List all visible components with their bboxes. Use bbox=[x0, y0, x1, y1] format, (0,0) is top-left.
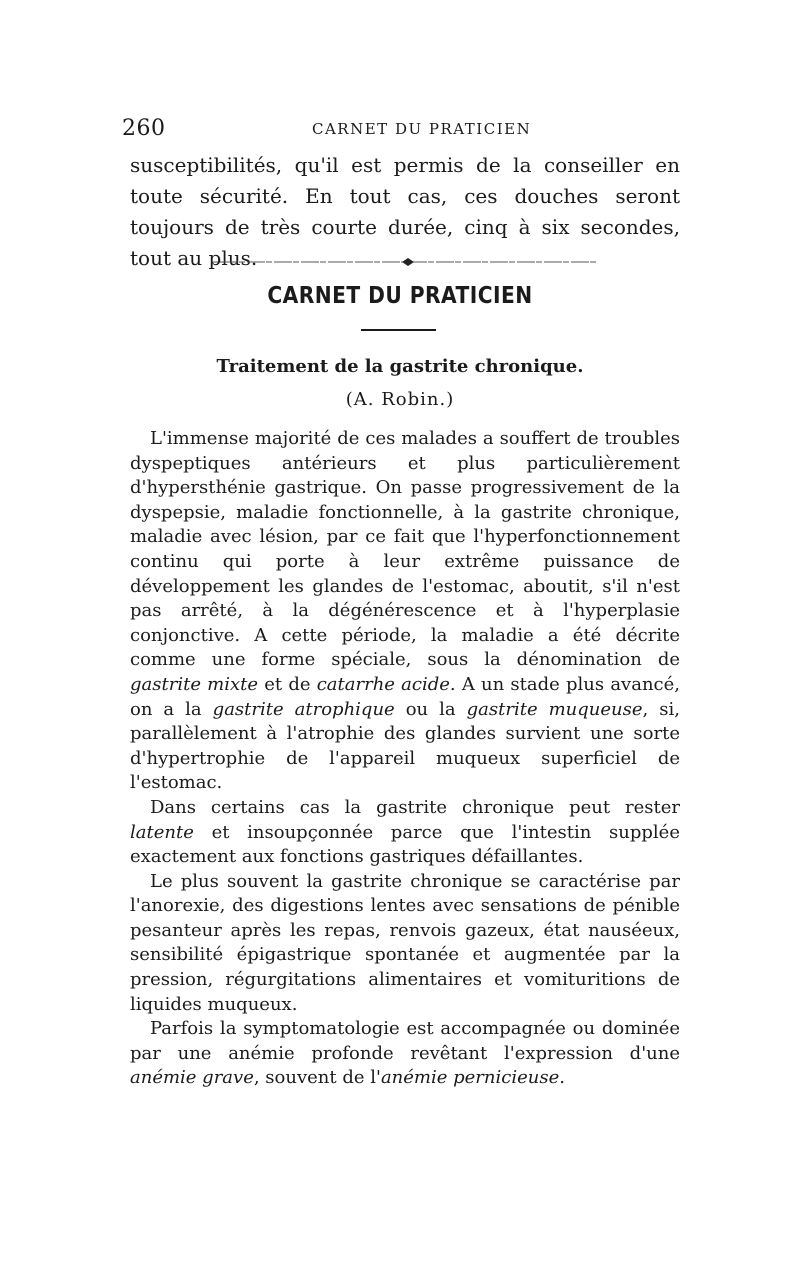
section-title: CARNET DU PRATICIEN bbox=[267, 283, 533, 309]
page-number: 260 bbox=[122, 116, 166, 141]
article-author: (A. Robin.) bbox=[345, 389, 455, 410]
ornament-divider bbox=[212, 257, 597, 267]
title-rule bbox=[361, 329, 436, 331]
article-title: Traitement de la gastrite chronique. bbox=[216, 356, 584, 377]
continued-paragraph: susceptibilités, qu'il est permis de la conseiller en toute sécurité. En tout cas, ces douches seront toujours de très courte durée, cinq à six secondes, tout au plus. bbox=[130, 153, 680, 270]
paragraph: L'immense majorité de ces malades a souffert de troubles dyspeptiques antérieurs et plus particulièrement d'hypersthénie gastrique. On passe progressivement de la dyspepsie, maladie fonctionnelle, à la gastrite chronique, maladie avec lésion, par ce fait que l'hyperfonctionnement continu qui porte à leur extrême puissance de développement les glandes de l'estomac, aboutit, s'il n'est pas arrêté, à la dégénérescence et à l'hyperplasie conjonctive. A cette période, la maladie a été décrite comme une forme spéciale, sous la dénomination de gastrite mixte et de catarrhe acide. A un stade plus avancé, on a la gastrite atrophique ou la gastrite muqueuse, si, parallèlement à l'atrophie des glandes survient une sorte d'hypertrophie de l'appareil muqueux superficiel de l'estomac. bbox=[130, 428, 680, 794]
running-head: CARNET DU PRATICIEN bbox=[312, 120, 532, 138]
ornament-diamond bbox=[402, 258, 414, 266]
paragraph: Dans certains cas la gastrite chronique peut rester latente et insoupçonnée parce que l'intestin supplée exactement aux fonctions gastriques défaillantes. bbox=[130, 796, 680, 868]
article-body bbox=[130, 427, 680, 1091]
paragraph: Le plus souvent la gastrite chronique se caractérise par l'anorexie, des digestions lentes avec sensations de pénible pesanteur après les repas, renvois gazeux, état nauséeux, sensibilité épigastrique spontanée et augmentée par la pression, régurgitations alimentaires et vomituritions de liquides muqueux. bbox=[130, 870, 680, 1015]
paragraph: Parfois la symptomatologie est accompagnée ou dominée par une anémie profonde revêtant l'expression d'une anémie grave, souvent de l'anémie pernicieuse. bbox=[130, 1018, 680, 1089]
